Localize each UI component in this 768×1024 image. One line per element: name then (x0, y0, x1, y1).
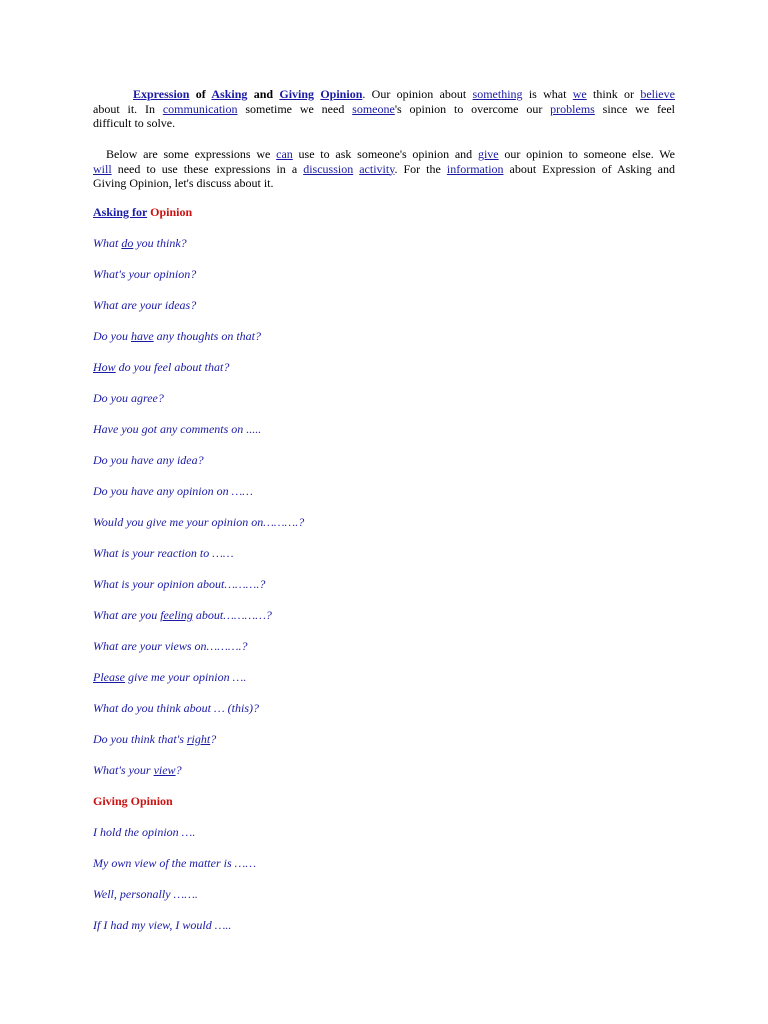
asking-expression (93, 453, 204, 468)
text-of: of (189, 87, 212, 101)
asking-expression (93, 577, 265, 592)
expression-text: What is your reaction to …… (93, 546, 234, 560)
asking-expression (93, 360, 229, 375)
text: our opinion to someone else. We (498, 147, 675, 161)
expression-text: What are you (93, 608, 161, 622)
expression-text: Do you have any opinion on …… (93, 484, 253, 498)
link-something[interactable]: something (472, 87, 523, 101)
link-believe[interactable]: believe (640, 87, 675, 101)
intro-line-2 (93, 102, 675, 117)
giving-expression (93, 918, 231, 933)
text: sometime we need (237, 101, 353, 116)
text: . Our opinion about (362, 87, 473, 101)
asking-expression (93, 732, 216, 747)
text: about it. In (93, 101, 163, 116)
expression-text: What's your (93, 763, 154, 777)
asking-expression (93, 763, 182, 778)
link-problems[interactable]: problems (550, 101, 595, 116)
text-and: and (247, 87, 280, 101)
intro-line-1 (93, 87, 675, 102)
giving-expression (93, 887, 198, 902)
expression-text: What are your views on……….? (93, 639, 248, 653)
expression-text: Would you give me your opinion on……….? (93, 515, 305, 529)
expression-text: What's your opinion? (93, 267, 197, 281)
expression-text: What are your ideas? (93, 298, 197, 312)
asking-expression (93, 329, 261, 344)
link-can[interactable]: can (276, 147, 293, 161)
link-will[interactable]: will (93, 161, 112, 176)
asking-expression (93, 391, 164, 406)
giving-expression (93, 856, 256, 871)
text: about Expression of Asking and (503, 161, 675, 176)
expression-text: What is your opinion about……….? (93, 577, 266, 591)
expression-text: My own view of the matter is …… (93, 856, 256, 870)
asking-expression (93, 267, 196, 282)
asking-expression (93, 298, 196, 313)
asking-for-opinion-heading (93, 205, 192, 220)
link-discussion[interactable]: discussion (303, 161, 354, 176)
expression-text: Well, personally ……. (93, 887, 198, 901)
asking-expression (93, 546, 234, 561)
expression-text: What (93, 236, 122, 250)
intro-line-3: difficult to solve. (93, 116, 176, 130)
asking-expression (93, 670, 246, 685)
text: use to ask someone's opinion and (292, 147, 478, 161)
asking-expression (93, 236, 187, 251)
expression-text: Do you agree? (93, 391, 164, 405)
text: Below are some expressions we (106, 147, 277, 161)
second-paragraph (93, 147, 675, 191)
expression-text: ? (175, 763, 182, 777)
expression-text: you think? (133, 236, 187, 250)
asking-expression (93, 484, 253, 499)
expression-link[interactable]: view (153, 763, 176, 777)
asking-expression (93, 515, 304, 530)
asking-expression (93, 639, 248, 654)
link-asking-for[interactable]: Asking for (93, 205, 148, 219)
asking-expression (93, 608, 272, 623)
expression-text: do you feel about that? (115, 360, 230, 374)
link-asking[interactable]: Asking (211, 87, 248, 101)
link-communication[interactable]: communication (162, 101, 238, 116)
text: is what (522, 87, 573, 101)
text: think or (586, 87, 641, 101)
expression-text: What do you think about … (this)? (93, 701, 259, 715)
expression-text: If I had my view, I would ….. (93, 918, 232, 932)
expression-link[interactable]: have (131, 329, 154, 343)
asking-expression (93, 701, 259, 716)
text: . For the (394, 161, 447, 176)
expression-text: Have you got any comments on ..... (93, 422, 262, 436)
link-give[interactable]: give (477, 147, 499, 161)
heading-opinion-text: Opinion (147, 205, 193, 219)
expression-text: I hold the opinion …. (93, 825, 196, 839)
para2-line-1 (93, 147, 675, 162)
text: 's opinion to overcome our (394, 101, 551, 116)
expression-text: Do you (93, 329, 131, 343)
expression-link[interactable]: right (186, 732, 211, 746)
link-we[interactable]: we (572, 87, 587, 101)
link-information[interactable]: information (446, 161, 504, 176)
expression-text: any thoughts on that? (153, 329, 261, 343)
link-opinion[interactable]: Opinion (320, 87, 363, 101)
intro-paragraph (93, 87, 675, 131)
text: since we feel (594, 101, 675, 116)
asking-expression (93, 422, 261, 437)
text: need to use these expressions in a (111, 161, 304, 176)
expression-text: ? (210, 732, 217, 746)
link-someone[interactable]: someone (352, 101, 395, 116)
expression-text: about…………? (192, 608, 272, 622)
link-giving[interactable]: Giving (279, 87, 315, 101)
para2-line-2 (93, 162, 675, 177)
expression-text: give me your opinion …. (125, 670, 247, 684)
link-expression[interactable]: Expression (133, 87, 190, 101)
para2-line-3: Giving Opinion, let's discuss about it. (93, 176, 274, 190)
expression-link[interactable]: How (93, 360, 116, 374)
link-activity[interactable]: activity (359, 161, 395, 176)
giving-expression (93, 825, 195, 840)
expression-link[interactable]: feeling (160, 608, 193, 622)
expression-link[interactable]: do (121, 236, 134, 250)
expression-text: Do you think that's (93, 732, 187, 746)
giving-opinion-heading: Giving Opinion (93, 794, 173, 808)
expression-link[interactable]: Please (93, 670, 125, 684)
expression-text: Do you have any idea? (93, 453, 204, 467)
